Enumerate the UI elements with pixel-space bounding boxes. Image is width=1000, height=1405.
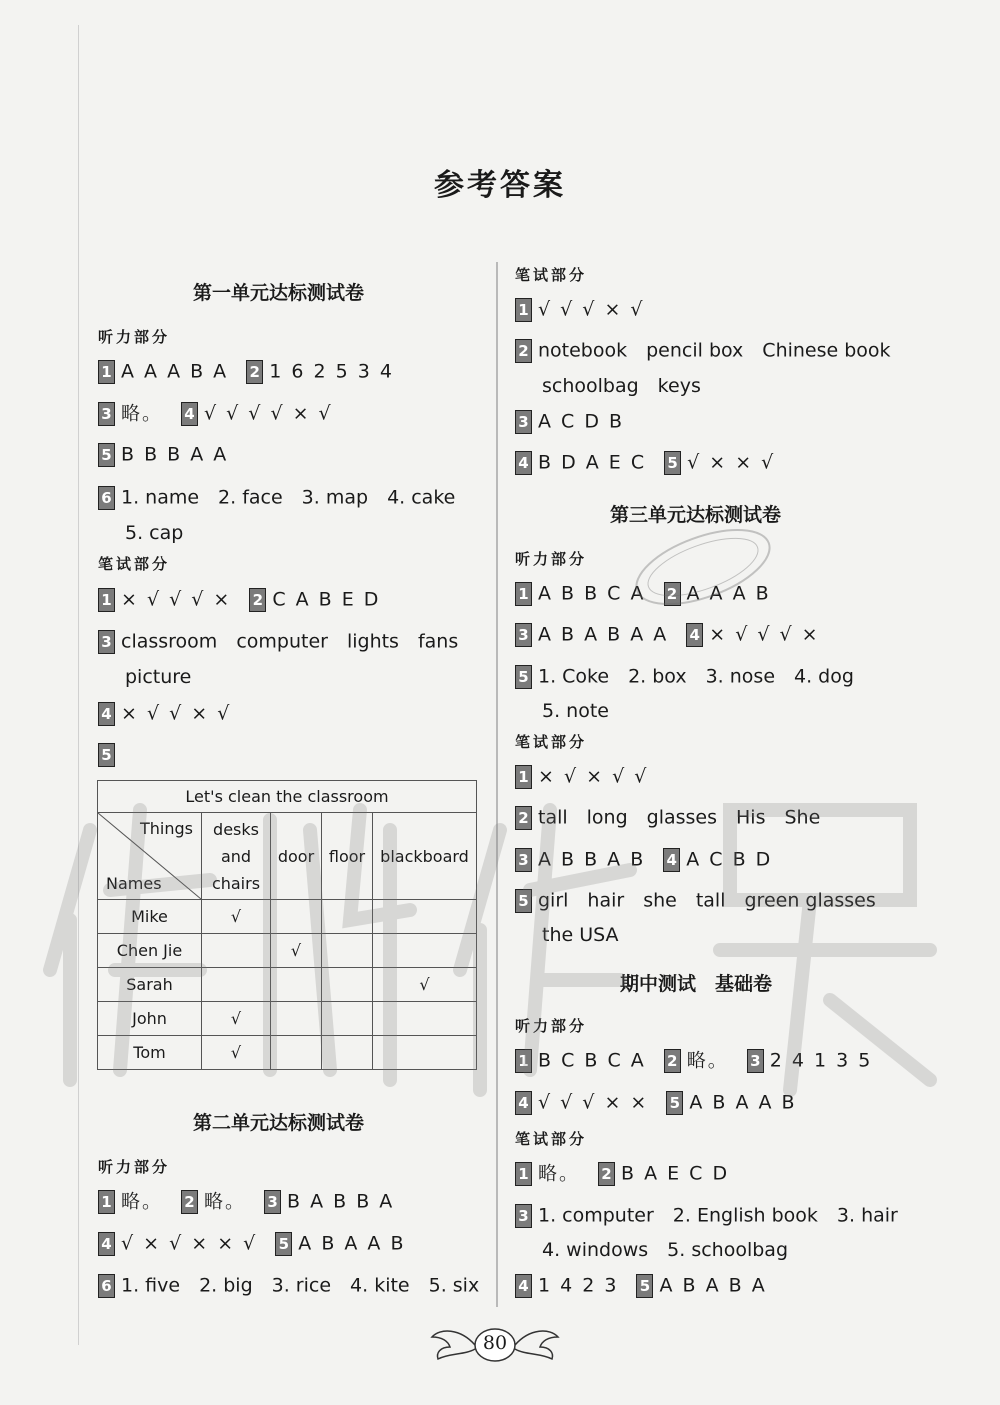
check-mark: √ [202,1036,271,1070]
question-number: 5 [666,1091,683,1115]
row-name: Mike [98,900,202,934]
answer-text: B A B B A [287,1190,395,1213]
answer-line [98,1188,394,1215]
answer-text: A B A A B [689,1091,797,1114]
row-name: Chen Jie [98,934,202,968]
answer-text: A A A B [686,582,771,605]
answer-continuation: 5. note [542,700,609,722]
question-number: 5 [515,889,532,913]
answer-line [98,1272,479,1299]
answer-text: 1 6 2 5 3 4 [269,360,394,383]
answer-line [515,337,891,364]
unit1-writing-label: 笔试部分 [98,555,171,573]
row-name: Sarah [98,968,202,1002]
answer-text: 略。 [538,1162,581,1185]
question-number: 5 [98,443,115,467]
question-number: 3 [515,623,532,647]
question-number: 2 [181,1190,198,1214]
unit2-writing-label: 笔试部分 [515,266,588,284]
check-mark: √ [202,1002,271,1036]
question-number: 1 [515,582,532,606]
question-number: 3 [515,1204,532,1228]
answer-text: B A E C D [621,1162,730,1185]
row-name: Tom [98,1036,202,1070]
answer-text: B D A E C [538,451,647,474]
row-name: John [98,1002,202,1036]
question-number: 4 [515,451,532,475]
check-mark: √ [373,968,477,1002]
corner-things: Things [140,819,193,838]
unit3-listening-label: 听力部分 [515,550,588,568]
question-number: 1 [98,360,115,384]
question-number: 3 [515,848,532,872]
answer-continuation: 4. windows 5. schoolbag [542,1239,788,1261]
question-number: 2 [249,588,266,612]
question-number: 2 [664,582,681,606]
answer-text: A B A B A [659,1274,767,1297]
question-number: 6 [98,1274,115,1298]
answer-text: A B A B A A [538,623,669,646]
answer-line [98,441,228,468]
answer-line [98,586,380,613]
question-number: 2 [598,1162,615,1186]
unit2-title: 第二单元达标测试卷 [193,1112,365,1134]
page-title: 参考答案 [434,168,566,203]
answer-text: tall long glasses His She [538,806,821,829]
answer-line [515,1202,898,1229]
check-mark: √ [202,900,271,934]
answer-continuation: picture [125,666,192,688]
answer-text: 1 4 2 3 [538,1274,619,1297]
answer-line [98,1230,406,1257]
question-number: 5 [664,451,681,475]
answer-text: 1. five 2. big 3. rice 4. kite 5. six [121,1274,480,1297]
question-number: 4 [98,1232,115,1256]
answer-line [515,621,820,648]
answer-continuation: 5. cap [125,522,184,544]
answer-text: 略。 [121,402,164,425]
answer-line [515,296,645,323]
answer-text: 略。 [121,1190,164,1213]
answer-line [515,663,854,690]
answer-text: B C B C A [538,1049,646,1072]
col-header-door: door [271,813,322,900]
page-number: 80 [482,1332,508,1354]
col-header-floor: floor [322,813,373,900]
answer-text: × √ × √ √ [538,765,649,788]
midterm-title: 期中测试 基础卷 [620,973,773,995]
question-number: 1 [515,765,532,789]
answer-line [515,449,775,476]
table-caption: Let's clean the classroom [98,781,477,813]
answer-line [515,1160,729,1187]
answer-line [98,358,394,385]
answer-continuation: the USA [542,924,619,946]
col-header-desks: desks and chairs [202,813,271,900]
question-number: 1 [98,1190,115,1214]
question-number: 5 [98,743,115,767]
midterm-listening-label: 听力部分 [515,1017,588,1035]
watermark-icon [30,770,990,1100]
question-number: 3 [98,402,115,426]
page-number-ornament [430,1323,560,1367]
question-number: 4 [663,848,680,872]
answer-continuation: schoolbag keys [542,375,701,397]
question-number: 5 [275,1232,292,1256]
question-number: 3 [747,1049,764,1073]
answer-line [98,741,121,767]
midterm-writing-label: 笔试部分 [515,1130,588,1148]
answer-text: A B A A B [298,1232,406,1255]
answer-text: √ √ √ √ × √ [204,402,333,425]
question-number: 3 [515,410,532,434]
question-number: 1 [98,588,115,612]
answer-text: √ √ √ × × [538,1091,649,1114]
answer-text: 2 4 1 3 5 [769,1049,873,1072]
question-number: 1 [515,1162,532,1186]
answer-text: √ √ √ × √ [538,298,645,321]
answer-line [98,628,458,655]
question-number: 4 [181,402,198,426]
question-number: 2 [515,339,532,363]
answer-text: √ × × √ [687,451,776,474]
answer-text: √ × √ × × √ [121,1232,258,1255]
answer-text: 1. name 2. face 3. map 4. cake [121,486,456,509]
answer-text: notebook pencil box Chinese book [538,339,891,362]
answer-text: × √ √ √ × [121,588,232,611]
answer-line [98,484,455,511]
answer-text: 1. computer 2. English book 3. hair [538,1204,898,1227]
answer-line [515,408,624,435]
answer-text: A B B A B [538,848,646,871]
answer-text: A B B C A [538,582,646,605]
answer-text: girl hair she tall green glasses [538,889,876,912]
unit2-listening-label: 听力部分 [98,1158,171,1176]
answer-text: × √ √ √ × [709,623,820,646]
answer-text: × √ √ × √ [121,702,232,725]
question-number: 5 [636,1274,653,1298]
question-number: 2 [515,806,532,830]
answer-text: A A A B A [121,360,229,383]
unit1-title: 第一单元达标测试卷 [193,282,365,304]
question-number: 4 [515,1091,532,1115]
answer-text: C A B E D [272,588,381,611]
col-header-blackboard: blackboard [373,813,477,900]
question-number: 1 [515,1049,532,1073]
answer-text: 1. Coke 2. box 3. nose 4. dog [538,665,854,688]
question-number: 2 [664,1049,681,1073]
corner-names: Names [106,874,162,893]
answer-text: 略。 [686,1049,729,1072]
answer-line [515,1272,767,1299]
answer-text: A C D B [538,410,625,433]
answer-text: classroom computer lights fans [121,630,459,653]
margin-rule [78,25,79,1345]
answer-line [98,700,231,727]
answer-text: B B B A A [121,443,229,466]
answer-text: 略。 [204,1190,247,1213]
question-number: 3 [264,1190,281,1214]
question-number: 2 [246,360,263,384]
unit3-writing-label: 笔试部分 [515,733,588,751]
question-number: 3 [98,630,115,654]
unit1-listening-label: 听力部分 [98,328,171,346]
answer-line [98,400,333,427]
answer-text: A C B D [686,848,773,871]
unit3-title: 第三单元达标测试卷 [610,504,782,526]
question-number: 4 [515,1274,532,1298]
question-number: 1 [515,298,532,322]
question-number: 5 [515,665,532,689]
question-number: 4 [98,702,115,726]
question-number: 4 [686,623,703,647]
check-mark: √ [271,934,322,968]
question-number: 6 [98,486,115,510]
